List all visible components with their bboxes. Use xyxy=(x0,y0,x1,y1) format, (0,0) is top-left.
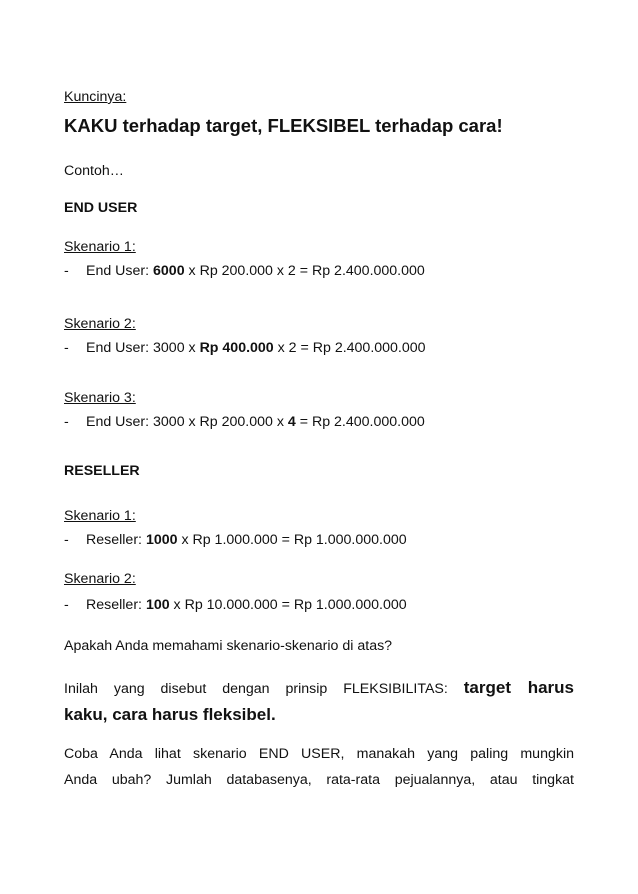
reseller-scenario-1-label: Skenario 1: xyxy=(64,508,136,524)
reseller-scenario-1-line xyxy=(64,531,407,549)
line-result: = Rp 2.400.000.000 xyxy=(295,414,425,430)
multiplier: 2 xyxy=(287,263,296,279)
end-user-scenario-1-label: Skenario 1: xyxy=(64,239,136,255)
key-label: Kuncinya: xyxy=(64,89,127,105)
line-middle: x Rp 200.000 x xyxy=(184,263,288,279)
bullet-dash: - xyxy=(64,340,69,356)
principle-bold-part-1: target harus xyxy=(463,678,575,697)
closing-line-1: Coba Anda lihat skenario END USER, manakah yang paling mungkin xyxy=(64,746,574,762)
reseller-scenario-2-label: Skenario 2: xyxy=(64,571,136,587)
multiplier-bold: 4 xyxy=(287,414,296,430)
bullet-dash: - xyxy=(64,532,69,548)
bullet-dash: - xyxy=(64,597,69,613)
bullet-dash: - xyxy=(64,414,69,430)
line-prefix: End User: 3000 x xyxy=(86,340,200,356)
line-prefix: End User: xyxy=(86,263,154,279)
bullet-dash: - xyxy=(64,263,69,279)
line-rest: x 2 = Rp 2.400.000.000 xyxy=(273,340,426,356)
principle-line-2: kaku, cara harus fleksibel. xyxy=(64,705,276,724)
end-user-title: END USER xyxy=(64,200,138,216)
line-prefix: Reseller: xyxy=(86,597,146,613)
reseller-title: RESELLER xyxy=(64,463,140,479)
question-line: Apakah Anda memahami skenario-skenario di atas? xyxy=(64,638,393,654)
end-user-scenario-1-line xyxy=(64,262,425,280)
example-label: Contoh… xyxy=(64,163,124,179)
line-prefix: Reseller: xyxy=(86,532,146,548)
line-rest: x Rp 10.000.000 = Rp 1.000.000.000 xyxy=(169,597,407,613)
headline: KAKU terhadap target, FLEKSIBEL terhadap cara! xyxy=(64,115,503,136)
line-prefix: End User: 3000 x Rp 200.000 x xyxy=(86,414,288,430)
principle-line-1 xyxy=(64,676,574,701)
end-user-scenario-2-line xyxy=(64,339,426,357)
end-user-scenario-3-label: Skenario 3: xyxy=(64,390,136,406)
end-user-scenario-2-label: Skenario 2: xyxy=(64,316,136,332)
reseller-scenario-2-line xyxy=(64,596,407,614)
quantity-bold: 100 xyxy=(145,597,170,613)
price-bold: Rp 400.000 xyxy=(199,340,274,356)
quantity-bold: 1000 xyxy=(145,532,178,548)
end-user-scenario-3-line xyxy=(64,413,425,431)
line-result: = Rp 2.400.000.000 xyxy=(295,263,425,279)
quantity-bold: 6000 xyxy=(153,263,185,279)
principle-intro: Inilah yang disebut dengan prinsip FLEKSIBILITAS: xyxy=(64,681,448,697)
line-rest: x Rp 1.000.000 = Rp 1.000.000.000 xyxy=(177,532,407,548)
closing-line-2: Anda ubah? Jumlah databasenya, rata-rata pejualannya, atau tingkat xyxy=(64,772,574,788)
